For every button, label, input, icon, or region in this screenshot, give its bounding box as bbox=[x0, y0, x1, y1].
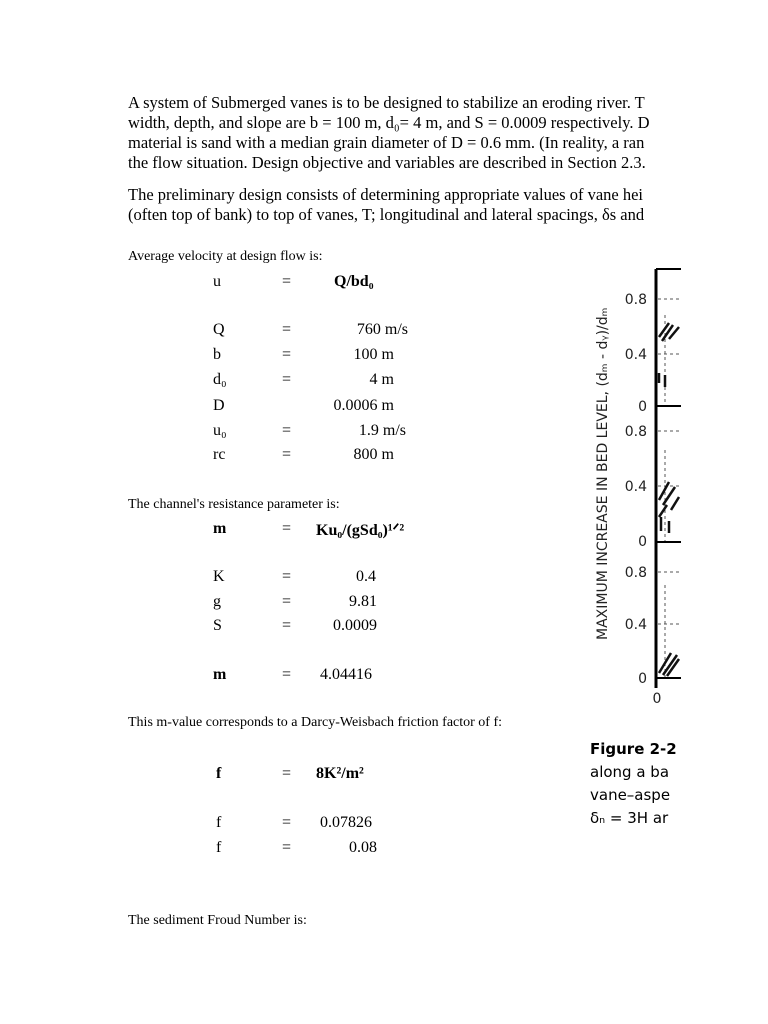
tick-label: 0 bbox=[638, 534, 647, 550]
caption-line: along a ba bbox=[590, 763, 670, 781]
friction-formula-var: f bbox=[216, 765, 222, 782]
velocity-formula-var: u bbox=[213, 273, 221, 290]
resistance-formula-eq: = bbox=[282, 520, 292, 537]
var-value: 0.0009 bbox=[333, 617, 377, 634]
equals-sign: = bbox=[282, 666, 292, 683]
intro-paragraph-2 bbox=[128, 185, 680, 225]
var-value: 0.08 bbox=[349, 839, 377, 856]
intro-line: The preliminary design consists of determining appropriate values of vane hei bbox=[128, 185, 644, 204]
var-label: g bbox=[213, 593, 221, 610]
var-value: 0.0006 m bbox=[333, 397, 394, 414]
data-stroke bbox=[659, 505, 667, 517]
intro-line: A system of Submerged vanes is to be designed to stabilize an eroding river. T bbox=[128, 93, 645, 112]
caption-line: δₙ = 3H ar bbox=[590, 809, 669, 827]
figure-plot bbox=[585, 255, 681, 705]
var-value: 100 m bbox=[353, 346, 394, 363]
tick-label: 0 bbox=[638, 671, 647, 687]
var-value: 800 m bbox=[353, 446, 394, 463]
var-label: Q bbox=[213, 321, 225, 338]
var-value: 4 m bbox=[369, 371, 394, 388]
figure-caption bbox=[590, 738, 681, 828]
tick-label: 0.8 bbox=[624, 565, 647, 581]
var-label: f bbox=[216, 839, 222, 856]
var-label: K bbox=[213, 568, 225, 585]
tick-label: 0.8 bbox=[624, 424, 647, 440]
equals-sign: = bbox=[282, 371, 292, 388]
intro-line: (often top of bank) to top of vanes, T; longitudinal and lateral spacings, δs and bbox=[128, 205, 645, 224]
intro-line: width, depth, and slope are b = 100 m, d₀= 4 m, and S = 0.0009 respectively. D bbox=[128, 113, 650, 132]
var-label: u₀ bbox=[213, 422, 227, 439]
tick-label: 0.4 bbox=[624, 617, 647, 633]
equals-sign: = bbox=[282, 814, 292, 831]
velocity-intro: Average velocity at design flow is: bbox=[128, 249, 323, 264]
caption-line: vane–aspe bbox=[590, 786, 671, 804]
velocity-formula-eq: = bbox=[282, 273, 292, 290]
tick-label: 0.4 bbox=[624, 479, 647, 495]
intro-line: material is sand with a median grain diameter of D = 0.6 mm. (In reality, a ran bbox=[128, 133, 645, 152]
var-value: 760 m/s bbox=[356, 321, 408, 338]
data-stroke bbox=[662, 325, 673, 341]
resistance-result-value: 4.04416 bbox=[320, 666, 372, 683]
resistance-formula-expr: Ku₀/(gSd₀)¹ᐟ² bbox=[316, 522, 405, 539]
velocity-formula-expr: Q/bd₀ bbox=[334, 273, 374, 290]
var-label: D bbox=[213, 397, 225, 414]
var-value: 0.07826 bbox=[320, 814, 372, 831]
x-tick-label: 0 bbox=[652, 691, 662, 705]
resistance-intro: The channel's resistance parameter is: bbox=[128, 497, 340, 512]
tick-label: 0.4 bbox=[624, 347, 647, 363]
var-label: f bbox=[216, 814, 222, 831]
tick-label: 0 bbox=[638, 399, 647, 415]
equals-sign: = bbox=[282, 593, 292, 610]
froude-intro: The sediment Froud Number is: bbox=[128, 913, 307, 928]
var-label: rc bbox=[213, 446, 226, 463]
var-value: 9.81 bbox=[349, 593, 377, 610]
var-label: S bbox=[213, 617, 222, 634]
figure-2-2-fragment bbox=[585, 255, 681, 705]
intro-line: the flow situation. Design objective and variables are described in Section 2.3. bbox=[128, 153, 646, 172]
equals-sign: = bbox=[282, 446, 292, 463]
equals-sign: = bbox=[282, 346, 292, 363]
var-label: b bbox=[213, 346, 221, 363]
equals-sign: = bbox=[282, 839, 292, 856]
equals-sign: = bbox=[282, 422, 292, 439]
equals-sign: = bbox=[282, 568, 292, 585]
friction-intro: This m-value corresponds to a Darcy-Weisbach friction factor of f: bbox=[128, 715, 503, 730]
resistance-result-var: m bbox=[213, 666, 227, 683]
var-label: d₀ bbox=[213, 371, 227, 388]
figure-ylabel: MAXIMUM INCREASE IN BED LEVEL, (dₘ - dᵧ)/dₘ bbox=[595, 307, 611, 640]
equals-sign: = bbox=[282, 617, 292, 634]
equals-sign: = bbox=[282, 321, 292, 338]
tick-label: 0.8 bbox=[624, 292, 647, 308]
friction-formula-eq: = bbox=[282, 765, 292, 782]
data-stroke bbox=[671, 497, 679, 510]
var-value: 1.9 m/s bbox=[358, 422, 406, 439]
intro-paragraph-1 bbox=[128, 93, 680, 173]
resistance-formula-var: m bbox=[213, 520, 227, 537]
var-value: 0.4 bbox=[356, 568, 376, 585]
friction-formula-expr: 8K²/m² bbox=[316, 765, 364, 782]
caption-title: Figure 2-2 bbox=[590, 740, 677, 758]
